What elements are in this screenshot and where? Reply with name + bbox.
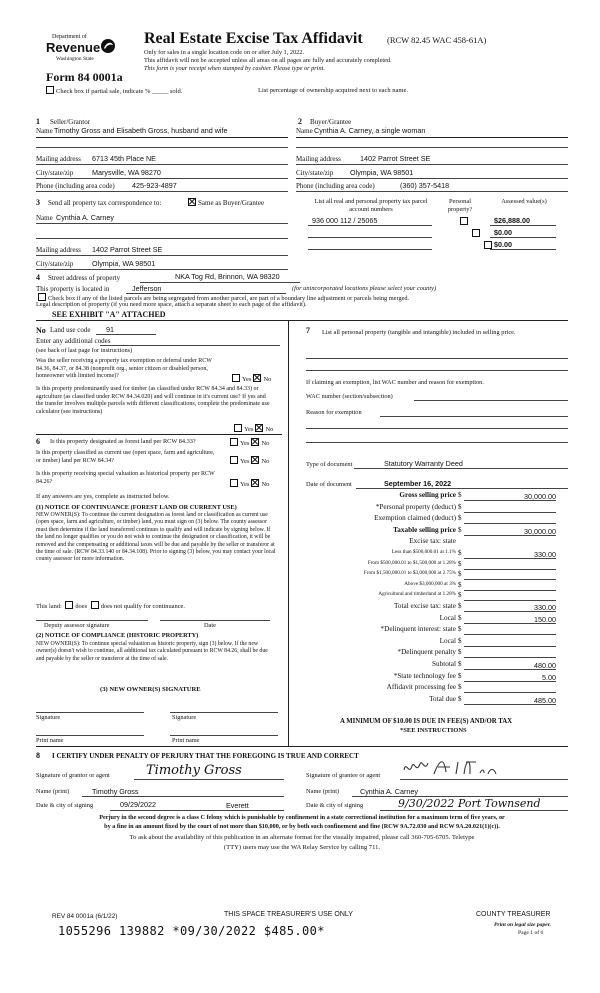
grantee-signature[interactable] <box>400 756 520 780</box>
section-3-number: 3 <box>36 198 40 207</box>
grantee-signature-label: Signature of grantee or agent <box>306 772 381 779</box>
dollar-sign: $ <box>458 580 462 589</box>
dollar-sign: $ <box>458 514 462 523</box>
seller-city[interactable]: Marysville, WA 98270 <box>92 168 161 177</box>
s3-name[interactable]: Cynthia A. Carney <box>56 213 114 222</box>
form-citation: (RCW 82.45 WAC 458-61A) <box>387 35 487 45</box>
owner-print-label-1: Print name <box>36 737 64 744</box>
s6-q1-yes-label: Yes <box>240 440 250 447</box>
tax-row-amount[interactable]: 150.00 <box>534 614 556 624</box>
print-legal-size: Print on legal size paper. <box>494 922 552 928</box>
this-land-label: This land: <box>36 603 62 610</box>
tax-row-label: Taxable selling price <box>393 525 456 534</box>
parcel-col-assessed: Assessed value(s) <box>501 198 547 205</box>
agency-state: Washington State <box>56 56 94 62</box>
buyer-heading: Buyer/Grantee <box>310 118 352 126</box>
s6-q3-yes-checkbox[interactable] <box>230 479 238 487</box>
this-land <box>36 601 185 610</box>
section-8-number: 8 <box>36 751 40 760</box>
section-1-number: 1 <box>36 117 40 126</box>
dollar-sign: $ <box>458 502 462 511</box>
parcel-assessed-value[interactable]: $0.00 <box>494 228 512 237</box>
dollar-sign: $ <box>458 602 462 610</box>
parcel-account[interactable]: 936 000 112 / 25065 <box>312 216 378 225</box>
partial-sale-label: Check box if partial sale, indicate % _____ sold. <box>56 88 183 95</box>
s6-q1-no-label: No <box>261 440 270 447</box>
land-does-not-label: does not qualify for continuance. <box>100 603 185 610</box>
parcel-col-personal: Personal property? <box>447 198 473 213</box>
seller-heading: Seller/Grantor <box>50 118 91 126</box>
s4-county[interactable]: Jefferson <box>132 284 162 293</box>
agency-brand: Revenue <box>46 40 101 55</box>
s4-legal-note: Legal description of property (if you need more space, attach a separate sheet to each page of the affidavit). <box>36 301 307 308</box>
same-as-buyer-label: Same as Buyer/Grantee <box>198 199 265 207</box>
s6-q3-no-label: No <box>261 481 270 488</box>
notice-1-body: NEW OWNER(S): To continue the current designation as forest land or classification as current use (open space, farm and agriculture, or timber) land, you must sign on (3) below. The county assessor must then determine if the land transferred continues to qualify and will indicate by signing below. If the land no longer qualifies or you do not wish to continue the designation or classification, it will be removed and the compensating or additional taxes will be due and payable by the seller or transferor at the time of sale. (RCW 84.33.140 or 84.34.108). Prior to signing (3) below, you may contact your local county assessor for more information. <box>36 512 276 563</box>
notice-2-title: (2) NOTICE OF COMPLIANCE (HISTORIC PROPERTY) <box>36 632 199 639</box>
s6-q3-answer[interactable] <box>228 479 269 488</box>
s6-q1-yes-checkbox[interactable] <box>230 438 238 446</box>
owner-signature-label-2: Signature <box>172 714 197 721</box>
s4-unincorporated: (for unincorporated locations please select your county) <box>292 285 437 292</box>
tax-row-label: Gross selling price <box>399 491 456 499</box>
tax-row-label: Above $3,000,000 at 3% <box>404 580 456 587</box>
grantor-date[interactable]: 09/29/2022 <box>120 800 156 809</box>
partial-sale[interactable] <box>44 86 182 95</box>
parcel-personal-checkbox[interactable] <box>484 241 492 249</box>
land-does-not-checkbox[interactable] <box>91 601 99 609</box>
s5-q2: Is this property predominantly used for timber (as classified under RCW 84.34 and 84.33) or agriculture (as classified under RCW 84.34.020) and will continue in it's current use? If yes and the transfer involves multiple parcels with different classifications, complete the predominate use calculator (see instructions) <box>36 386 270 415</box>
seller-mailing[interactable]: 6713 45th Place NE <box>92 154 156 163</box>
s3-mailing-label: Mailing address <box>36 246 81 254</box>
s7-label: List all personal property (tangible and intangible) included in selling price. <box>322 329 516 336</box>
grantee-date-label: Date & city of signing <box>306 802 364 809</box>
land-does-label: does <box>75 603 88 610</box>
s5-q1-no-checkbox[interactable] <box>253 374 261 382</box>
s5-q2-no-label: No <box>265 426 274 433</box>
s5-q1-no-label: No <box>263 376 272 383</box>
form-number: Form 84 0001a <box>46 70 123 84</box>
s5-land-use-label: Land use code <box>50 326 91 334</box>
perjury-line-1: Perjury in the second degree is a class C felony which is punishable by confinement in a state correctional institution for a maximum term of five years, or <box>99 814 505 821</box>
s6-q2-yes-label: Yes <box>240 458 250 465</box>
see-instructions: *SEE INSTRUCTIONS <box>400 727 467 734</box>
tax-row-amount[interactable]: 5.00 <box>542 672 556 682</box>
s7-doc-type-label: Type of document <box>306 461 353 468</box>
county-treasurer: COUNTY TREASURER <box>476 911 551 918</box>
same-as-buyer-checkbox[interactable] <box>188 198 196 206</box>
dollar-sign: $ <box>458 636 462 645</box>
grantee-date-city[interactable]: 9/30/2022 Port Townsend <box>398 797 541 810</box>
seller-mailing-label: Mailing address <box>36 155 81 163</box>
s6-q1: Is this property designated as forest land per RCW 84.33? <box>50 438 196 445</box>
s7-doc-date[interactable]: September 16, 2022 <box>384 479 452 488</box>
ownership-note: List percentage of ownership acquired next to each name. <box>258 87 408 94</box>
tax-row-label: Local <box>439 636 456 645</box>
parcel-assessed-value[interactable]: $0.00 <box>494 240 512 249</box>
section-7-number: 7 <box>306 326 310 335</box>
form-title: Real Estate Excise Tax Affidavit <box>144 30 363 47</box>
deputy-date-label: Date <box>204 622 216 629</box>
agency-line1: Department of <box>52 34 87 40</box>
s6-q3: Is this property receiving special valuation as historical property per RCW 84.26? <box>36 471 215 485</box>
owner-print-label-2: Print name <box>172 737 200 744</box>
parcel-col-accounts: List all real and personal property tax parcel account numbers <box>314 198 428 213</box>
s6-q2-yes-checkbox[interactable] <box>230 456 238 464</box>
new-owner-signature-heading: (3) NEW OWNER(S) SIGNATURE <box>100 686 201 693</box>
dollar-sign: $ <box>458 570 462 579</box>
section-6-number: 6 <box>36 437 40 446</box>
s3-city-label: City/state/zip <box>36 260 74 268</box>
tax-row-amount[interactable]: 480.00 <box>534 661 556 670</box>
tax-row-label: Subtotal <box>432 660 456 668</box>
perjury-line-3: To ask about the availability of this publication in an alternate format for the visually impaired, please call 360-705-6705. Teletype <box>129 834 475 841</box>
buyer-name-label: Name <box>296 127 313 135</box>
cashier-receipt-stamp: 1055296 139882 *09/30/2022 $485.00* <box>58 924 325 938</box>
tax-row-amount[interactable]: 330.00 <box>534 603 556 612</box>
tax-row-label: Local <box>439 613 456 622</box>
deputy-signature-label: Deputy assessor signature <box>44 622 110 629</box>
revenue-swoosh-icon <box>100 38 116 54</box>
s4-address-label: Street address of property <box>48 274 121 282</box>
grantee-print-label: Name (print) <box>306 788 340 795</box>
notice-1-title: (1) NOTICE OF CONTINUANCE (FOREST LAND OR CURRENT USE) <box>36 504 237 511</box>
partial-sale-checkbox[interactable] <box>46 86 54 94</box>
seller-phone[interactable]: 425-923-4897 <box>132 181 177 190</box>
tax-row-label: Total due <box>429 694 456 703</box>
tax-row-label: From $1,500,000.01 to $3,000,000 at 2.75% <box>363 570 456 577</box>
grantor-print-label: Name (print) <box>36 788 70 795</box>
s5-land-use[interactable]: 91 <box>106 325 114 334</box>
tax-row-label: From $500,000.01 to $1,500,000 at 1.28% <box>367 559 456 566</box>
grantor-signature-label: Signature of grantor or agent <box>36 772 110 779</box>
dollar-sign: $ <box>458 694 462 703</box>
dollar-sign: $ <box>458 491 462 499</box>
header-note-1: Only for sales in a single location code on or after July 1, 2022. <box>144 49 305 56</box>
s6-q2-no-label: No <box>261 458 270 465</box>
s6-q2-no-checkbox[interactable] <box>251 456 259 464</box>
tax-row-label: Less than $500,000.01 at 1.1% <box>391 549 456 555</box>
tax-row-label: *State technology fee <box>393 671 456 680</box>
dollar-sign: $ <box>458 625 462 634</box>
same-as-buyer[interactable] <box>186 198 264 207</box>
seller-city-label: City/state/zip <box>36 169 74 177</box>
s6-q2: Is this property classified as current use (open space, farm and agriculture, or timber) land per RCW 84.34? <box>36 450 215 464</box>
dollar-sign: $ <box>458 613 462 622</box>
tax-row-label: Agricultural and timberland at 1.28% <box>378 591 456 598</box>
owner-signature-label-1: Signature <box>36 714 61 721</box>
dollar-sign: $ <box>458 671 462 680</box>
grantor-date-label: Date & city of signing <box>36 802 94 809</box>
s6-q1-answer[interactable] <box>228 438 269 447</box>
s4-located-label: This property is located in <box>36 285 110 293</box>
buyer-city[interactable]: Olympia, WA 98501 <box>350 168 414 177</box>
buyer-mailing-label: Mailing address <box>296 155 341 163</box>
grantor-signature[interactable]: Timothy Gross <box>146 763 242 778</box>
section-5-number: No <box>36 326 46 335</box>
tax-row-label: Affidavit processing fee <box>386 683 456 692</box>
grantee-print[interactable]: Cynthia A. Carney <box>360 787 418 796</box>
s4-address[interactable]: NKA Tog Rd, Brinnon, WA 98320 <box>175 272 280 281</box>
revenue-logo <box>46 34 118 68</box>
tax-row-amount[interactable]: 30,000.00 <box>524 526 556 536</box>
s7-exemption: If claiming an exemption, list WAC number and reason for exemption. <box>306 379 484 386</box>
grantor-print[interactable]: Timothy Gross <box>92 787 139 796</box>
section-2-number: 2 <box>298 117 302 126</box>
s5-q2-answer[interactable] <box>232 424 273 433</box>
buyer-name[interactable]: Cynthia A. Carney, a single woman <box>314 126 426 135</box>
tax-row-label: *Delinquent interest: state <box>380 625 456 634</box>
seller-phone-label: Phone (including area code) <box>36 182 115 190</box>
buyer-mailing[interactable]: 1402 Parrot Street SE <box>360 154 431 163</box>
seller-name-label: Name <box>36 127 53 135</box>
tax-row-amount[interactable]: 330.00 <box>534 550 556 559</box>
s5-see-back: (see back of last page for instructions) <box>36 347 133 354</box>
section-3-label: Send all property tax correspondence to: <box>48 199 162 207</box>
dollar-sign: $ <box>458 648 462 657</box>
s6-q3-yes-label: Yes <box>240 481 250 488</box>
s5-q2-yes-checkbox[interactable] <box>234 424 242 432</box>
s5-q1-yes-checkbox[interactable] <box>232 374 240 382</box>
segregation-label: Check box if any of the listed parcels are being segregated from another parcel, are part of a boundary line adjustment or parcels being merged. <box>48 295 410 302</box>
tax-row-label: Excise tax: state <box>409 537 456 546</box>
s5-q1: Was the seller receiving a property tax exemption or deferral under RCW 84.36, 84.37, or 84.38 (nonprofit org., senior citizen or disabled person, homeowner with limited income)? <box>36 358 212 379</box>
dollar-sign: $ <box>458 660 462 668</box>
s7-wac: WAC number (section/subsection) <box>306 393 393 400</box>
s7-doc-type[interactable]: Statutory Warranty Deed <box>384 459 463 468</box>
buyer-city-label: City/state/zip <box>296 169 334 177</box>
tax-row-label: *Delinquent penalty <box>397 648 456 657</box>
see-exhibit: SEE EXHIBIT "A" ATTACHED <box>52 310 166 319</box>
s5-q2-yes-label: Yes <box>244 426 254 433</box>
certify-statement: I CERTIFY UNDER PENALTY OF PERJURY THAT THE FOREGOING IS TRUE AND CORRECT <box>52 752 359 760</box>
perjury-line-2: by a fine in an amount fixed by the court of not more than $10,000, or by both such confinement and fine (RCW 9A.72.030 and RCW 9A.20.021(1)(c)). <box>104 823 500 830</box>
tax-row-label: Exemption claimed (deduct) <box>374 514 456 523</box>
minimum-fee-note: A MINIMUM OF $10.00 IS DUE IN FEE(S) AND/OR TAX <box>340 718 513 725</box>
tax-row-label: Total excise tax: state <box>394 602 456 610</box>
s7-doc-date-label: Date of document <box>306 481 352 488</box>
segregation-checkbox[interactable] <box>38 293 46 301</box>
buyer-phone-label: Phone (including area code) <box>296 182 375 190</box>
dollar-sign: $ <box>458 525 462 534</box>
parcel-assessed-value[interactable]: $26,888.00 <box>494 216 530 225</box>
s6-if-yes: If any answers are yes, complete as instructed below. <box>36 493 170 500</box>
s5-additional: Enter any additional codes <box>36 337 111 345</box>
header-note-3: This form is your receipt when stamped by cashier. Please type or print. <box>144 65 325 72</box>
land-does-checkbox[interactable] <box>65 601 73 609</box>
s3-name-label: Name <box>36 214 53 222</box>
page-number: Page 1 of 6 <box>518 930 544 936</box>
s3-mailing[interactable]: 1402 Parrot Street SE <box>92 245 163 254</box>
parcel-personal-checkbox[interactable] <box>472 229 480 237</box>
tax-row-label: *Personal property (deduct) <box>375 502 456 511</box>
s5-q2-no-checkbox[interactable] <box>255 424 263 432</box>
tax-row-amount[interactable]: 30,000.00 <box>524 492 556 501</box>
tax-row-amount[interactable]: 485.00 <box>534 695 556 705</box>
dollar-sign: $ <box>458 549 462 557</box>
s5-q1-yes-label: Yes <box>242 376 252 383</box>
seller-name[interactable]: Timothy Gross and Elisabeth Gross, husband and wife <box>54 126 228 135</box>
s3-city[interactable]: Olympia, WA 98501 <box>92 259 156 268</box>
dollar-sign: $ <box>458 591 462 600</box>
section-4-number: 4 <box>36 273 40 282</box>
form-revision: REV 84 0001a (6/1/22) <box>52 913 118 920</box>
s6-q1-no-checkbox[interactable] <box>251 438 259 446</box>
grantor-city[interactable]: Everett <box>226 801 249 810</box>
s6-q3-no-checkbox[interactable] <box>251 479 259 487</box>
dollar-sign: $ <box>458 559 462 568</box>
dollar-sign: $ <box>458 683 462 692</box>
perjury-line-4: (TTY) users may use the WA Relay Service by calling 711. <box>223 844 381 851</box>
parcel-personal-checkbox[interactable] <box>460 217 468 225</box>
header-note-2: This affidavit will not be accepted unless all areas on all pages are fully and accurately completed. <box>144 57 392 64</box>
notice-2-body: NEW OWNER(S): To continue special valuation as historic property, sign (3) below. If the new owner(s) doesn't wish to continue, all additional tax calculated pursuant to RCW 84.26, shall be due and payable by the seller or transferor at the time of sale. <box>36 641 268 662</box>
treasurer-use-only: THIS SPACE TREASURER'S USE ONLY <box>224 911 353 918</box>
s6-q2-answer[interactable] <box>228 456 269 465</box>
buyer-phone[interactable]: (360) 357-5418 <box>400 181 450 190</box>
s7-reason: Reason for exemption <box>306 409 362 416</box>
s5-q1-answer[interactable] <box>230 374 271 383</box>
